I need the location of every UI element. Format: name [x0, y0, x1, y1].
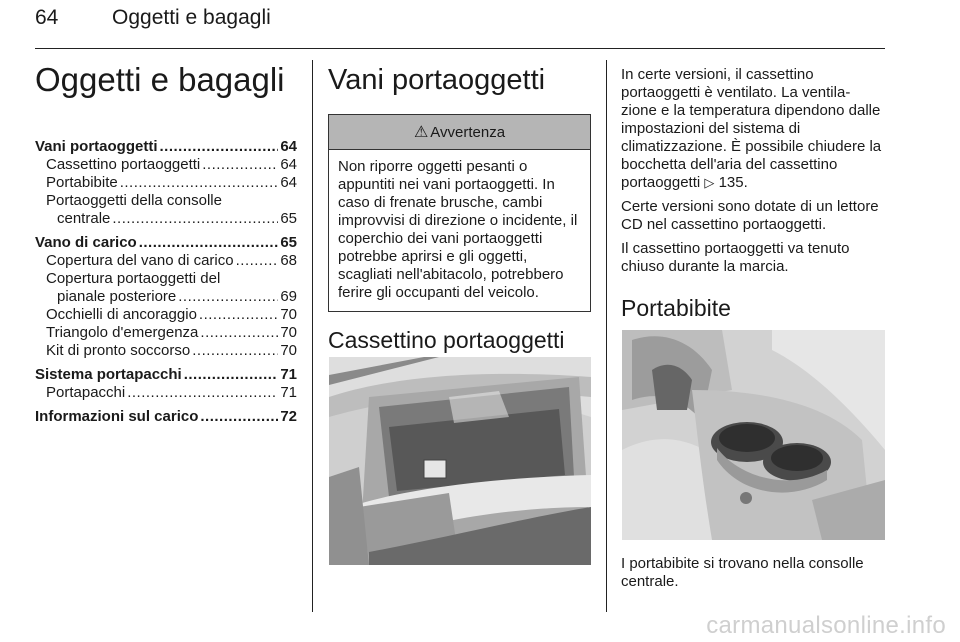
cupholder-photo: [622, 330, 885, 540]
toc-leader-dots: [200, 324, 278, 342]
toc-entry-label: Portabibite: [46, 174, 118, 191]
toc-entry-page: 71: [280, 384, 297, 401]
toc-entry-label: Copertura del vano di carico: [46, 252, 234, 269]
toc-entry-label: Sistema portapacchi: [35, 366, 182, 383]
toc-entry[interactable]: [35, 342, 297, 360]
cd-player-paragraph: Certe versioni sono dotate di un lettore CD nel cassettino portaoggetti.: [621, 198, 879, 233]
toc-entry[interactable]: [35, 306, 297, 324]
toc-column: [35, 60, 297, 426]
running-title: Oggetti e bagagli: [112, 6, 271, 29]
toc-entry-page: 65: [280, 210, 297, 227]
toc-entry-label: Vano di carico: [35, 234, 137, 251]
toc-entry[interactable]: [35, 156, 297, 174]
warning-header: [329, 115, 590, 150]
watermark: carmanualsonline.info: [706, 612, 946, 639]
toc-entry-page: 70: [280, 324, 297, 341]
middle-column: [328, 60, 591, 354]
toc-leader-dots: [236, 252, 279, 270]
toc-leader-dots: [184, 366, 279, 384]
toc-entry-page: 68: [280, 252, 297, 269]
column-divider-1: [312, 60, 313, 612]
warning-box: [328, 114, 591, 312]
toc-entry-label: Kit di pronto soccorso: [46, 342, 191, 359]
table-of-contents: [35, 138, 297, 426]
toc-entry-label: Triangolo d'emergenza: [46, 324, 199, 341]
toc-section-entry[interactable]: [35, 234, 297, 252]
toc-section-entry[interactable]: [35, 408, 297, 426]
glovebox-heading: Cassettino portaoggetti: [328, 327, 565, 353]
toc-entry-label: Copertura portaoggetti del: [46, 270, 221, 287]
toc-leader-dots: [160, 138, 279, 156]
toc-entry-label: Portapacchi: [46, 384, 126, 401]
warning-title: Avvertenza: [430, 123, 506, 141]
toc-leader-dots: [202, 156, 278, 174]
page-number: 64: [35, 6, 59, 29]
toc-entry[interactable]: [35, 252, 297, 270]
toc-section-entry[interactable]: [35, 366, 297, 384]
toc-entry-label: Informazioni sul carico: [35, 408, 199, 425]
warning-icon: ⚠: [413, 124, 429, 141]
toc-entry-label: Vani portaoggetti: [35, 138, 158, 155]
cupholder-heading: Portabibite: [621, 295, 731, 321]
toc-entry-label: Portaoggetti della consolle: [46, 192, 222, 209]
section-title: Vani portaoggetti: [328, 64, 546, 96]
toc-entry-page: 69: [280, 288, 297, 305]
toc-leader-dots: [120, 174, 279, 192]
toc-entry-label: pianale posteriore: [57, 288, 177, 305]
caption-block: [621, 555, 885, 597]
toc-leader-dots: [200, 408, 278, 426]
toc-leader-dots: [199, 306, 278, 324]
toc-entry-label: centrale: [57, 210, 111, 227]
cupholder-caption: I portabibite si trovano nella consolle centrale.: [621, 555, 864, 590]
closed-while-driving-paragraph: Il cassettino portaoggetti va tenuto chiuso durante la marcia.: [621, 240, 850, 275]
toc-entry[interactable]: [35, 384, 297, 402]
toc-entry-page: 65: [280, 234, 297, 251]
toc-entry-page: 64: [280, 174, 297, 191]
page-reference-icon: ▷: [704, 175, 715, 190]
toc-leader-dots: [178, 288, 278, 306]
toc-entry-page: 64: [280, 138, 297, 155]
toc-entry[interactable]: [35, 324, 297, 342]
toc-section-entry[interactable]: [35, 138, 297, 156]
toc-leader-dots: [112, 210, 278, 228]
toc-entry[interactable]: [35, 192, 297, 210]
toc-leader-dots: [127, 384, 278, 402]
toc-entry-page: 72: [280, 408, 297, 425]
toc-entry[interactable]: [35, 270, 297, 288]
warning-text: Non riporre oggetti pesanti o appuntiti nei vani portaoggetti. In caso di frenate brusche, cambi improvvisi di direzione o incidente, il coperchio dei vani portaoggetti potrebbe aprirsi e gli oggetti, scagliati nell'abitacolo, potrebbero ferire gli occupanti del veicolo.: [338, 158, 578, 301]
toc-leader-dots: [139, 234, 279, 252]
toc-entry-label: Occhielli di ancoraggio: [46, 306, 197, 323]
toc-entry-page: 70: [280, 306, 297, 323]
toc-entry[interactable]: [35, 174, 297, 192]
toc-entry-label: Cassettino portaoggetti: [46, 156, 201, 173]
toc-entry-page: 70: [280, 342, 297, 359]
toc-entry[interactable]: [35, 210, 297, 228]
chapter-title: Oggetti e bagagli: [35, 61, 285, 98]
page-reference: 135.: [718, 174, 748, 191]
column-divider-2: [606, 60, 607, 612]
ventilation-text: In certe versioni, il cassettino portaoggetti è ventilato. La ventila-zione e la temperatura dipendono dalle impostazioni del sistema di climatizzazione. È possibile chiudere la bocchetta dell'aria del cassettino portaoggetti: [621, 66, 882, 191]
glovebox-photo: [329, 357, 591, 565]
toc-entry[interactable]: [35, 288, 297, 306]
toc-entry-page: 71: [280, 366, 297, 383]
toc-leader-dots: [192, 342, 278, 360]
header-rule: [35, 48, 885, 49]
toc-entry-page: 64: [280, 156, 297, 173]
ventilation-paragraph: [621, 66, 885, 192]
right-column: [621, 66, 885, 322]
